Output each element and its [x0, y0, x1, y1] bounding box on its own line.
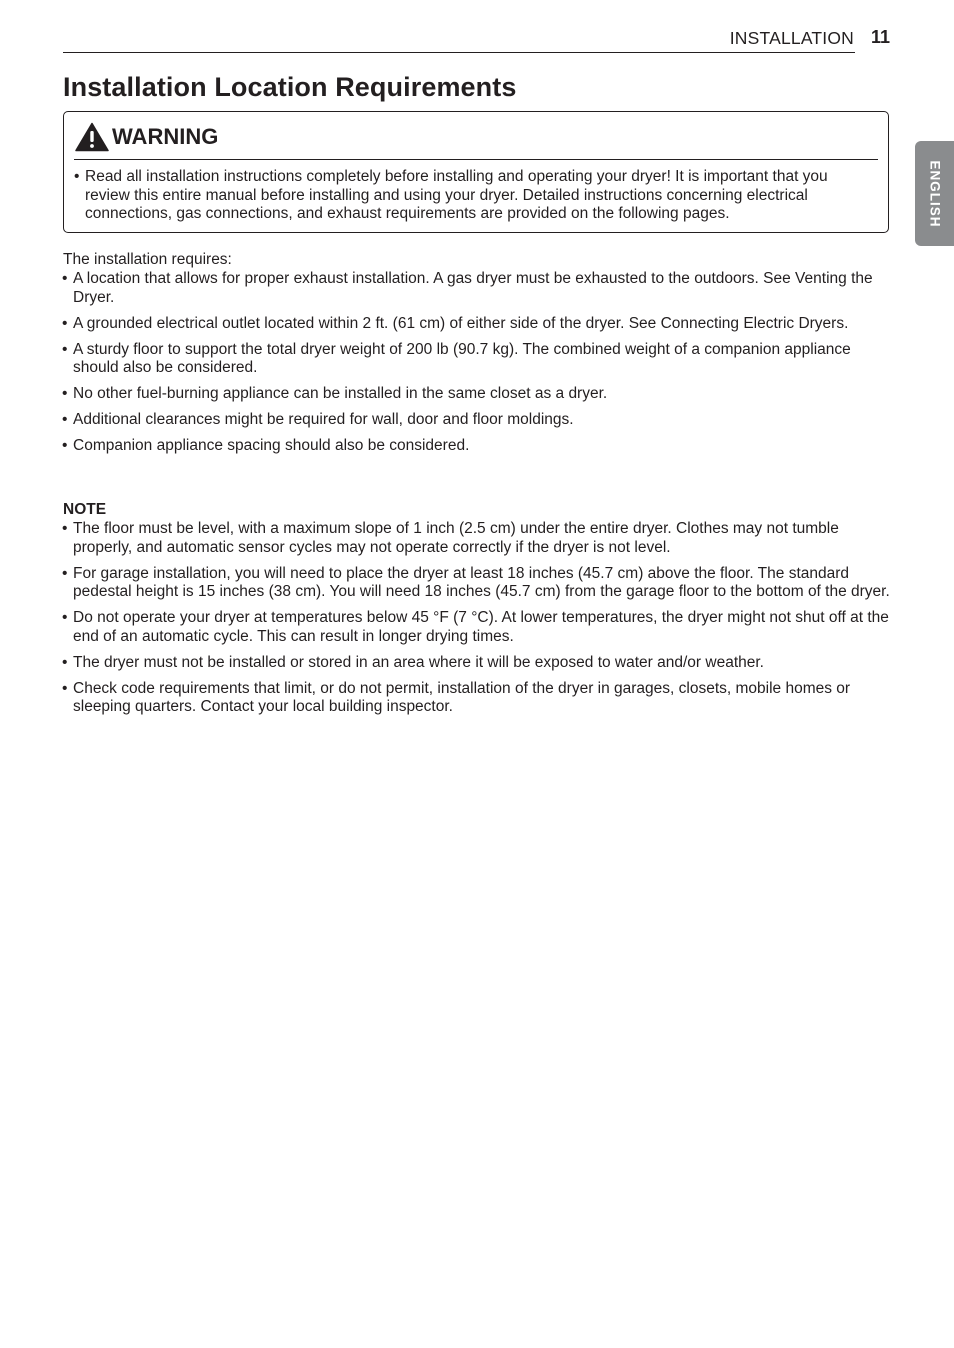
warning-item-text: Read all installation instructions completely before installing and operating your dryer! It is important that you review this entire manual before installing and using your dryer. Detailed instructions concerning electrical connections, gas connections, and exhaust requirements are provided on the following pages. — [85, 168, 828, 222]
list-item-text: For garage installation, you will need to place the dryer at least 18 inches (45.7 cm) above the floor. The standard pedestal height is 15 inches (38 cm). You will need 18 inches (45.7 cm) from the garage floor to the bottom of the dryer. — [73, 564, 890, 600]
language-tab-label: ENGLISH — [927, 159, 942, 228]
note-label: NOTE — [63, 501, 107, 518]
list-item — [63, 520, 890, 557]
bullet-icon: • — [62, 437, 68, 454]
language-tab — [915, 141, 954, 246]
list-item — [63, 565, 890, 602]
requirements-intro: The installation requires: — [63, 251, 232, 268]
header-divider — [63, 52, 855, 53]
bullet-icon: • — [74, 168, 80, 185]
section-name: INSTALLATION — [729, 28, 854, 48]
bullet-icon: • — [62, 411, 68, 428]
list-item — [63, 385, 890, 404]
warning-divider — [74, 159, 878, 160]
list-item-text: Check code requirements that limit, or do not permit, installation of the dryer in garages, closets, mobile homes or sleeping quarters. Contact your local building inspector. — [73, 679, 851, 715]
bullet-icon: • — [62, 270, 68, 287]
page-number: 11 — [870, 27, 890, 47]
bullet-icon: • — [62, 314, 68, 332]
list-item-text: No other fuel-burning appliance can be installed in the same closet as a dryer. — [73, 385, 608, 402]
list-item-text: A grounded electrical outlet located within 2 ft. (61 cm) of either side of the dryer. See Connecting Electric Dryers. — [73, 314, 849, 332]
list-item-text: A location that allows for proper exhaust installation. A gas dryer must be exhausted to the outdoors. See Venting the Dryer. — [73, 270, 873, 306]
bullet-icon: • — [62, 340, 68, 358]
list-item — [63, 437, 890, 456]
list-item — [63, 270, 890, 307]
warning-item — [74, 168, 868, 224]
list-item — [63, 315, 890, 334]
warning-heading — [75, 122, 218, 152]
list-item — [63, 411, 890, 430]
list-item-text: Companion appliance spacing should also be considered. — [73, 437, 470, 454]
list-item — [63, 609, 890, 646]
warning-box — [63, 111, 889, 233]
list-item-text: A sturdy floor to support the total dryer weight of 200 lb (90.7 kg). The combined weight of a companion appliance should also be considered. — [73, 340, 851, 376]
bullet-icon: • — [62, 520, 68, 537]
bullet-icon: • — [62, 653, 68, 671]
warning-triangle-icon — [75, 122, 109, 152]
list-item — [63, 654, 890, 673]
list-item-text: Additional clearances might be required for wall, door and floor moldings. — [73, 411, 574, 428]
requirements-list — [63, 270, 890, 463]
warning-label: WARNING — [112, 124, 219, 149]
page-header — [63, 26, 890, 54]
list-item-text: The floor must be level, with a maximum slope of 1 inch (2.5 cm) under the entire dryer. Clothes may not tumble properly, and automatic sensor cycles may not operate correctly if the dryer is not level. — [73, 520, 839, 556]
list-item — [63, 680, 890, 717]
bullet-icon: • — [62, 385, 68, 402]
bullet-icon: • — [62, 609, 68, 626]
list-item-text: Do not operate your dryer at temperatures below 45 °F (7 °C). At lower temperatures, the dryer might not shut off at the end of an automatic cycle. This can result in longer drying times. — [73, 609, 889, 645]
note-list — [63, 520, 890, 724]
bullet-icon: • — [62, 679, 68, 697]
page-title: Installation Location Requirements — [63, 72, 517, 102]
bullet-icon: • — [62, 564, 68, 582]
list-item — [63, 341, 890, 378]
list-item-text: The dryer must not be installed or stored in an area where it will be exposed to water and/or weather. — [73, 653, 764, 671]
